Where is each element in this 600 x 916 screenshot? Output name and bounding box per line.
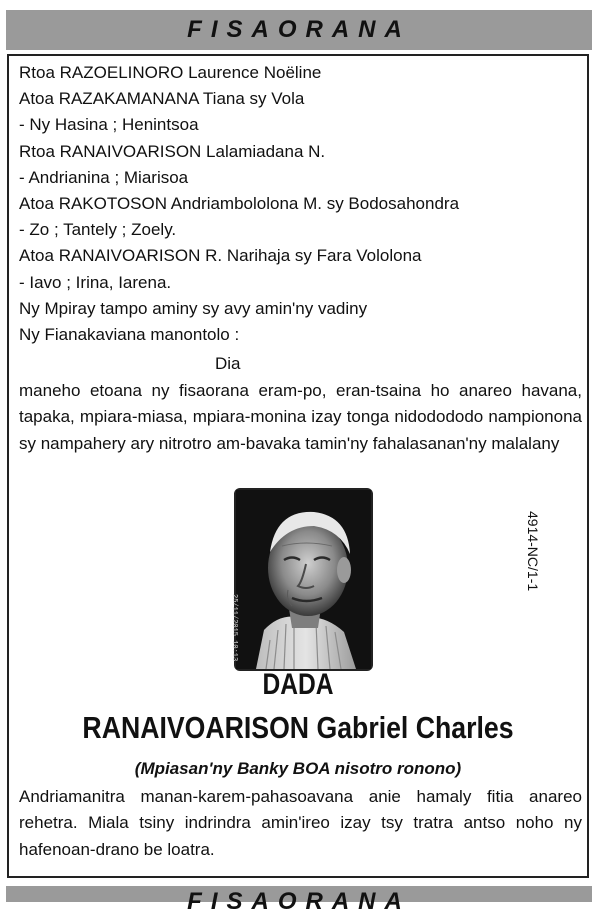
reference-code: 4914-NC/1-1: [525, 511, 541, 592]
family-line: Rtoa RAZOELINORO Laurence Noëline: [19, 63, 322, 82]
family-line: - Andrianina ; Miarisoa: [19, 167, 189, 187]
notice-frame: [7, 54, 589, 878]
dia-label: Dia: [215, 354, 241, 373]
photo-date-stamp: 25/11/2015 10:13: [230, 594, 238, 662]
closing-paragraph: Andriamanitra manan-karem-pahasoavana anie hamaly fitia anareo rehetra. Miala tsiny indrindra amin'ireo izay tsy tratra antso noho ny hafenoan-drano be loatra.: [19, 787, 582, 859]
header-banner: [6, 10, 592, 50]
family-line: Atoa RANAIVOARISON R. Narihaja sy Fara Vololona: [19, 246, 422, 266]
footer-title: FISAORANA: [187, 888, 411, 915]
family-list: [19, 60, 579, 348]
family-line: Rtoa RANAIVOARISON Lalamiadana N.: [19, 141, 326, 161]
family-line: Ny Mpiray tampo aminy sy avy amin'ny vadiny: [19, 298, 368, 318]
family-line: Atoa RAZAKAMANANA Tiana sy Vola: [19, 89, 305, 109]
deceased-name: RANAIVOARISON Gabriel Charles: [82, 710, 514, 745]
family-line: - Iavo ; Irina, Iarena.: [19, 272, 172, 292]
portrait-photo-icon: [236, 490, 371, 669]
family-line: - Zo ; Tantely ; Zoely.: [19, 220, 177, 240]
footer-banner: [6, 886, 592, 915]
family-line: Ny Fianakaviana manontolo :: [19, 325, 240, 345]
deceased-role: (Mpiasan'ny Banky BOA nisotro ronono): [134, 759, 462, 778]
portrait-photo: [230, 488, 373, 671]
header-title: FISAORANA: [187, 16, 411, 43]
deceased-title: DADA: [262, 668, 334, 701]
family-line: Atoa RAKOTOSON Andriambololona M. sy Bodosahondra: [19, 194, 460, 214]
family-line: - Ny Hasina ; Henintsoa: [19, 115, 199, 135]
thanks-paragraph: maneho etoana ny fisaorana eram-po, eran-tsaina ho anareo havana, tapaka, mpiara-miasa, mpiara-monina izay tonga nidodododo nampionona sy nampahery ary nitrotro am-bavaka tamin'ny fahalasanan'ny malalany: [19, 381, 582, 453]
